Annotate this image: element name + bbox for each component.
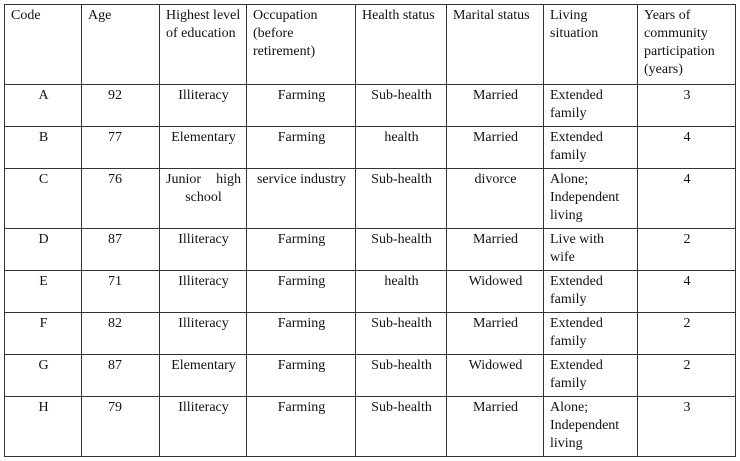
cell-age: 92 — [82, 85, 160, 127]
header-marital-status: Marital status — [447, 5, 544, 85]
cell-education: Illiteracy — [160, 229, 247, 271]
cell-education: Illiteracy — [160, 313, 247, 355]
cell-years: 2 — [638, 355, 736, 397]
cell-marital-status: Married — [447, 397, 544, 457]
cell-living-situation: Extended family — [544, 313, 638, 355]
cell-education: Illiteracy — [160, 397, 247, 457]
cell-living-situation: Extended family — [544, 85, 638, 127]
table-row — [5, 127, 736, 169]
cell-health-status: Sub-health — [356, 355, 447, 397]
cell-education: Junior high school — [160, 169, 247, 229]
participants-table — [4, 4, 736, 457]
header-age: Age — [82, 5, 160, 85]
cell-occupation: Farming — [247, 313, 356, 355]
header-health-status: Health status — [356, 5, 447, 85]
header-occupation: Occupation (before retirement) — [247, 5, 356, 85]
header-education: Highest level of education — [160, 5, 247, 85]
cell-health-status: Sub-health — [356, 85, 447, 127]
cell-education: Illiteracy — [160, 85, 247, 127]
cell-years: 4 — [638, 127, 736, 169]
table-row — [5, 397, 736, 457]
cell-health-status: Sub-health — [356, 397, 447, 457]
cell-marital-status: Married — [447, 313, 544, 355]
cell-age: 71 — [82, 271, 160, 313]
cell-years: 2 — [638, 229, 736, 271]
header-living-situation: Living situation — [544, 5, 638, 85]
table-row — [5, 355, 736, 397]
cell-living-situation: Alone; Independent living — [544, 397, 638, 457]
cell-living-situation: Alone; Independent living — [544, 169, 638, 229]
cell-living-situation: Live with wife — [544, 229, 638, 271]
cell-health-status: Sub-health — [356, 313, 447, 355]
cell-code: A — [5, 85, 82, 127]
cell-code: D — [5, 229, 82, 271]
cell-education: Elementary — [160, 127, 247, 169]
cell-marital-status: Widowed — [447, 355, 544, 397]
cell-marital-status: Married — [447, 85, 544, 127]
table-row — [5, 169, 736, 229]
table-row — [5, 229, 736, 271]
cell-marital-status: Married — [447, 229, 544, 271]
cell-years: 2 — [638, 313, 736, 355]
cell-occupation: Farming — [247, 229, 356, 271]
cell-marital-status: Married — [447, 127, 544, 169]
cell-age: 87 — [82, 229, 160, 271]
cell-health-status: health — [356, 127, 447, 169]
cell-education: Elementary — [160, 355, 247, 397]
cell-living-situation: Extended family — [544, 355, 638, 397]
cell-education: Illiteracy — [160, 271, 247, 313]
cell-marital-status: divorce — [447, 169, 544, 229]
cell-years: 3 — [638, 85, 736, 127]
table-row — [5, 313, 736, 355]
cell-occupation: Farming — [247, 355, 356, 397]
cell-health-status: Sub-health — [356, 169, 447, 229]
header-row — [5, 5, 736, 85]
cell-health-status: health — [356, 271, 447, 313]
cell-occupation: service industry — [247, 169, 356, 229]
cell-occupation: Farming — [247, 85, 356, 127]
cell-code: C — [5, 169, 82, 229]
cell-occupation: Farming — [247, 127, 356, 169]
cell-occupation: Farming — [247, 271, 356, 313]
table-row — [5, 271, 736, 313]
cell-age: 82 — [82, 313, 160, 355]
cell-code: E — [5, 271, 82, 313]
table-row — [5, 85, 736, 127]
cell-years: 4 — [638, 169, 736, 229]
cell-marital-status: Widowed — [447, 271, 544, 313]
cell-living-situation: Extended family — [544, 271, 638, 313]
cell-code: F — [5, 313, 82, 355]
header-years-participation: Years of community participation (years) — [638, 5, 736, 85]
cell-code: H — [5, 397, 82, 457]
cell-age: 87 — [82, 355, 160, 397]
cell-age: 79 — [82, 397, 160, 457]
cell-code: G — [5, 355, 82, 397]
cell-health-status: Sub-health — [356, 229, 447, 271]
cell-years: 4 — [638, 271, 736, 313]
cell-age: 76 — [82, 169, 160, 229]
cell-years: 3 — [638, 397, 736, 457]
cell-living-situation: Extended family — [544, 127, 638, 169]
cell-code: B — [5, 127, 82, 169]
cell-age: 77 — [82, 127, 160, 169]
cell-occupation: Farming — [247, 397, 356, 457]
header-code: Code — [5, 5, 82, 85]
